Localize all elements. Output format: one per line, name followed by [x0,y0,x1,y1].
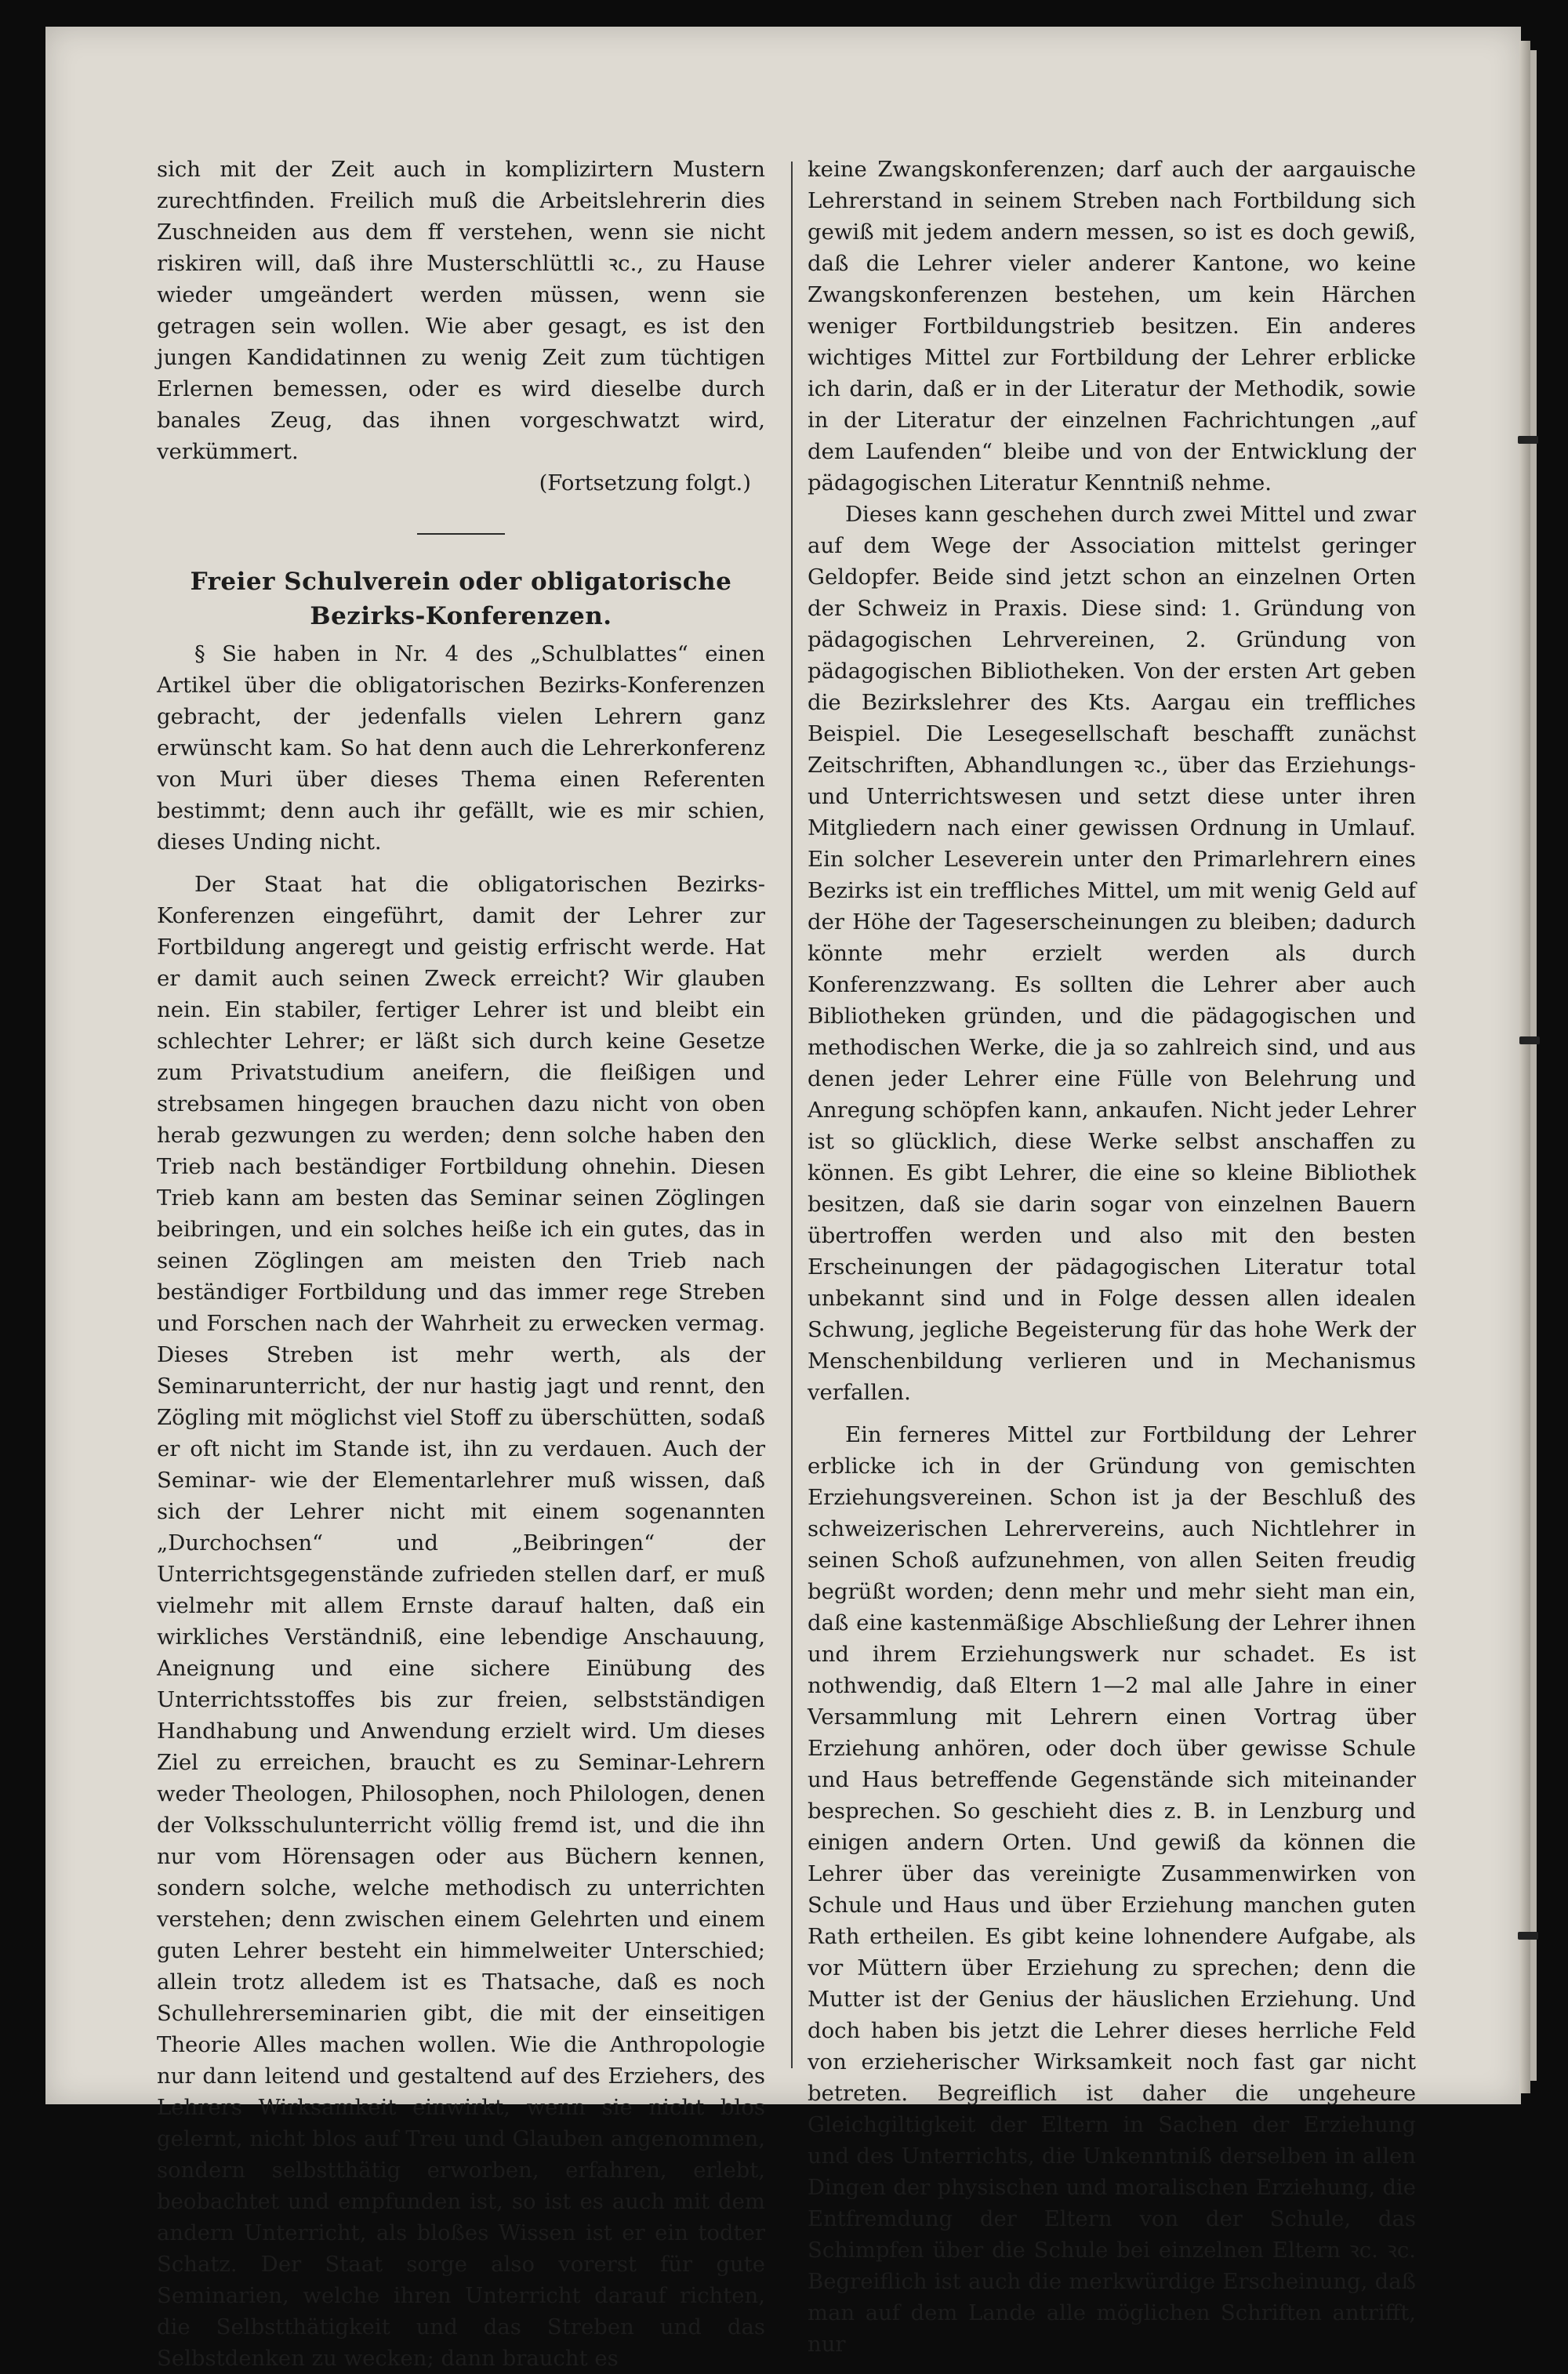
binding-clip-middle [1519,1036,1540,1044]
left-column [157,154,765,2374]
binding-clip-top [1518,436,1538,444]
right-paragraph-3: Ein ferneres Mittel zur Fortbildung der Lehrer erblicke ich in der Gründung von gemischten Erziehungsvereinen. Schon ist ja der Beschluß des schweizerischen Lehrervereins, auch Nichtlehrer in seinen Schoß aufzunehmen, von allen Seiten freudig begrüßt worden; denn mehr und mehr sieht man ein, daß eine kastenmäßige Abschließung der Lehrer ihnen und ihrem Erziehungswerk nur schadet. Es ist nothwendig, daß Eltern 1—2 mal alle Jahre in einer Versammlung mit Lehrern einen Vortrag über Erziehung anhören, oder doch über gewisse Schule und Haus betreffende Gegenstände sich miteinander besprechen. So geschieht dies z. B. in Lenzburg und einigen andern Orten. Und gewiß da können die Lehrer über das vereinigte Zusammenwirken von Schule und Haus und über Erziehung manchen guten Rath ertheilen. Es gibt keine lohnendere Aufgabe, als vor Müttern über Erziehung zu sprechen; denn die Mutter ist der Genius der häuslichen Erziehung. Und doch haben bis jetzt die Lehrer dieses herrliche Feld von erzieherischer Wirksamkeit noch fast gar nicht betreten. Begreiflich ist daher die ungeheure Gleichgiltigkeit der Eltern in Sachen der Erziehung und des Unterrichts, die Unkenntniß derselben in allen Dingen der physischen und moralischen Erziehung, die Entfremdung der Eltern von der Schule, das Schimpfen über die Schule bei einzelnen Eltern ꝛc. ꝛc. Begreiflich ist auch die merkwürdige Erscheinung, daß man auf dem Lande alle möglichen Schriften antrifft, nur [808,1422,1416,2357]
section-divider [417,533,505,535]
page-binding-edge [1519,41,1530,2093]
binding-strip [1530,50,1537,2081]
binding-clip-bottom [1518,1932,1538,1940]
right-paragraph-1: keine Zwangskonferenzen; darf auch der aargauische Lehrerstand in seinem Streben nach Fortbildung sich gewiß mit jedem andern messen, so ist es doch gewiß, daß die Lehrer vieler anderer Kantone, wo keine Zwangskonferenzen bestehen, um kein Härchen weniger Fortbildungstrieb besitzen. Ein anderes wichtiges Mittel zur Fortbildung der Lehrer erblicke ich darin, daß er in der Literatur der Methodik, sowie in der Literatur der einzelnen Fachrichtungen „auf dem Laufenden“ bleibe und von der Entwicklung der pädagogischen Literatur Kenntniß nehme. [808,157,1416,495]
right-paragraph-2: Dieses kann geschehen durch zwei Mittel und zwar auf dem Wege der Association mittelst geringer Geldopfer. Beide sind jetzt schon an einzelnen Orten der Schweiz in Praxis. Diese sind: 1. Gründung von pädagogischen Lehrvereinen, 2. Gründung von pädagogischen Bibliotheken. Von der ersten Art geben die Bezirkslehrer des Kts. Aargau ein treffliches Beispiel. Die Lesegesellschaft beschafft zunächst Zeitschriften, Abhandlungen ꝛc., über das Erziehungs- und Unterrichtswesen und setzt diese unter ihren Mitgliedern nach einer gewissen Ordnung in Umlauf. Ein solcher Leseverein unter den Primarlehrern eines Bezirks ist ein treffliches Mittel, um mit wenig Geld auf der Höhe der Tageserscheinungen zu bleiben; dadurch könnte mehr erzielt werden als durch Konferenzzwang. Es sollten die Lehrer aber auch Bibliotheken gründen, und die pädagogischen und methodischen Werke, die ja so zahlreich sind, und aus denen jeder Lehrer eine Fülle von Belehrung und Anregung schöpfen kann, ankaufen. Nicht jeder Lehrer ist so glücklich, diese Werke selbst anschaffen zu können. Es gibt Lehrer, die eine so kleine Bibliothek besitzen, daß sie darin sogar von einzelnen Bauern übertroffen werden und also mit den besten Erscheinungen der pädagogischen Literatur total unbekannt sind und in Folge dessen allen idealen Schwung, jegliche Begeisterung für das hohe Werk der Menschenbildung verlieren und in Mechanismus verfallen. [808,502,1416,1405]
left-paragraph-2: § Sie haben in Nr. 4 des „Schulblattes“ einen Artikel über die obligatorischen Bezirks-Konferenzen gebracht, der jedenfalls vielen Lehrern ganz erwünscht kam. So hat denn auch die Lehrerkonferenz von Muri über dieses Thema einen Referenten bestimmt; denn auch ihr gefällt, wie es mir schien, dieses Unding nicht. [157,641,765,855]
article-title: Freier Schulverein oder obligatorische Bezirks-Konferenzen. [190,568,732,630]
continuation-note: (Fortsetzung folgt.) [539,470,751,495]
left-paragraph-1: sich mit der Zeit auch in komplizirtern Mustern zurechtfinden. Freilich muß die Arbeitslehrerin dies Zuschneiden aus dem ff verstehen, wenn sie nicht riskiren will, daß ihre Musterschlüttli ꝛc., zu Hause wieder umgeändert werden müssen, wenn sie getragen sein wollen. Wie aber gesagt, es ist den jungen Kandidatinnen zu wenig Zeit zum tüchtigen Erlernen bemessen, oder es wird dieselbe durch banales Zeug, das ihnen vorgeschwatzt wird, verkümmert. [157,157,765,464]
right-column [808,154,1416,2360]
left-paragraph-3: Der Staat hat die obligatorischen Bezirks-Konferenzen eingeführt, damit der Lehrer zur Fortbildung angeregt und geistig erfrischt werde. Hat er damit auch seinen Zweck erreicht? Wir glauben nein. Ein stabiler, fertiger Lehrer ist und bleibt ein schlechter Lehrer; er läßt sich durch keine Gesetze zum Privatstudium aneifern, die fleißigen und strebsamen hingegen brauchen dazu nicht von oben herab gezwungen zu werden; denn solche haben den Trieb nach beständiger Fortbildung ohnehin. Diesen Trieb kann am besten das Seminar seinen Zöglingen beibringen, und ein solches heiße ich ein gutes, das in seinen Zöglingen am meisten den Trieb nach beständiger Fortbildung und das immer rege Streben und Forschen nach der Wahrheit zu erwecken vermag. Dieses Streben ist mehr werth, als der Seminarunterricht, der nur hastig jagt und rennt, den Zögling mit möglichst viel Stoff zu überschütten, sodaß er oft nicht im Stande ist, ihn zu verdauen. Auch der Seminar- wie der Elementarlehrer muß wissen, daß sich der Lehrer nicht mit einem sogenannten „Durchochsen“ und „Beibringen“ der Unterrichtsgegenstände zufrieden stellen darf, er muß vielmehr mit allem Ernste darauf halten, daß ein wirkliches Verständniß, eine lebendige Anschauung, Aneignung und eine sichere Einübung des Unterrichtsstoffes bis zur freien, selbstständigen Handhabung und Anwendung erzielt wird. Um dieses Ziel zu erreichen, braucht es zu Seminar-Lehrern weder Theologen, Philosophen, noch Philologen, denen der Volksschulunterricht völlig fremd ist, und die ihn nur vom Hörensagen oder aus Büchern kennen, sondern solche, welche methodisch zu unterrichten verstehen; denn zwischen einem Gelehrten und einem guten Lehrer besteht ein himmelweiter Unterschied; allein trotz alledem ist es Thatsache, daß es noch Schullehrerseminarien gibt, die mit der einseitigen Theorie Alles machen wollen. Wie die Anthropologie nur dann leitend und gestaltend auf des Erziehers, des Lehrers Wirksamkeit einwirkt, wenn sie nicht blos gelernt, nicht blos auf Treu und Glauben angenommen, sondern selbstthätig erworben, erfahren, erlebt, beobachtet und empfunden ist, so ist es auch mit dem andern Unterricht, als bloßes Wissen ist er ein todter Schatz. Der Staat sorge also vorerst für gute Seminarien, welche ihren Unterricht darauf richten, die Selbstthätigkeit und das Streben und das Selbstdenken zu wecken; dann braucht es [157,872,765,2371]
column-rule [791,162,793,2068]
